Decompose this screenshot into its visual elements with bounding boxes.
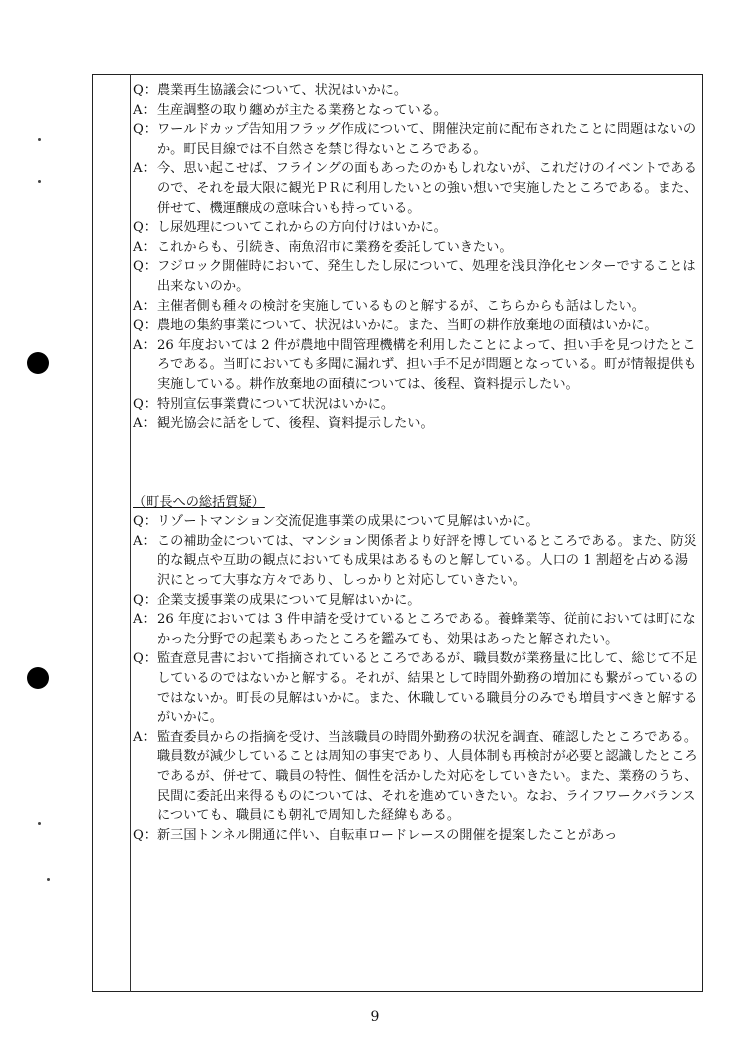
entry-text: この補助金については、マンション関係者より好評を博しているところである。また、防災的な観点や互助の観点においても成果はあるものと解している。人口の 1 割超を占める湯沢にとって大事な方々であり、しっかりと対応していきたい。: [157, 533, 697, 589]
entry-label: Q：: [133, 83, 157, 98]
entry-text: 監査意見書において指摘されているところであるが、職員数が業務量に比して、総じて不足しているのではないかと解する。それが、結果として時間外勤務の増加にも繋がっているのではないか。町長の見解はいかに。また、休職している職員分のみでも増員すべきと解するがいかに。: [157, 651, 698, 726]
entry-label: A：: [133, 337, 156, 353]
entry-label: A：: [133, 239, 156, 255]
entry-text: 企業支援事業の成果について見解はいかに。: [157, 592, 421, 608]
entry-label: Q：: [133, 220, 157, 236]
entry-label: Q：: [133, 592, 157, 608]
entry-text: 特別宣伝事業費について状況はいかに。: [157, 396, 395, 412]
punch-hole-bottom: [27, 667, 49, 689]
entry-label: Q：: [133, 396, 157, 412]
page-number: 9: [370, 1009, 380, 1025]
entry-text: リゾートマンション交流促進事業の成果について見解はいかに。: [157, 514, 539, 530]
entry-text: 農地の集約事業について、状況はいかに。また、当町の耕作放棄地の面積はいかに。: [157, 318, 658, 334]
entry-text: 新三国トンネル開通に伴い、自転車ロードレースの開催を提案したことがあっ: [157, 827, 618, 843]
question-entry: [133, 257, 698, 296]
answer-entry: [133, 101, 698, 121]
blank-space: [133, 434, 698, 493]
entry-label: A：: [133, 298, 156, 314]
scan-speck: [47, 878, 50, 881]
question-entry: [133, 81, 698, 101]
answer-entry: [133, 610, 698, 649]
column-divider: [130, 74, 131, 992]
entry-text: 26 年度においては 3 件申請を受けているところである。養蜂業等、従前においては町になかった分野での起業もあったところを鑑みても、効果はあったと解されたい。: [157, 612, 696, 647]
question-entry: [133, 512, 698, 532]
question-entry: [133, 649, 698, 727]
question-entry: [133, 395, 698, 415]
entry-text: 26 年度おいては 2 件が農地中間管理機構を利用したことによって、担い手を見つけたところである。当町においても多聞に漏れず、担い手不足が問題となっている。町が情報提供も実施している。耕作放棄地の面積については、後程、資料提示したい。: [157, 337, 697, 392]
answer-entry: [133, 414, 698, 434]
entry-text: 農業再生協議会について、状況はいかに。: [157, 83, 408, 98]
entry-label: Q：: [133, 827, 157, 843]
entry-text: 観光協会に話をして、後程、資料提示したい。: [157, 416, 434, 432]
entry-label: Q：: [133, 651, 157, 667]
scan-speck: [38, 822, 41, 825]
entry-label: A：: [133, 416, 156, 432]
answer-entry: [133, 728, 698, 826]
qa-section-department: [133, 81, 698, 434]
question-entry: [133, 591, 698, 611]
minutes-content: [133, 81, 698, 845]
entry-text: これからも、引続き、南魚沼市に業務を委託していきたい。: [157, 239, 513, 255]
scan-speck: [38, 138, 41, 141]
entry-text: 主催者側も種々の検討を実施しているものと解するが、こちらからも話はしたい。: [157, 298, 645, 314]
entry-label: Q：: [133, 122, 157, 138]
entry-text: し尿処理についてこれからの方向付けはいかに。: [157, 220, 447, 236]
answer-entry: [133, 532, 698, 591]
entry-text: 生産調整の取り纏めが主たる業務となっている。: [157, 102, 448, 118]
answer-entry: [133, 238, 698, 258]
question-entry: [133, 316, 698, 336]
entry-text: フジロック開催時において、発生したし尿について、処理を浅貝浄化センターですることは出来ないのか。: [157, 259, 696, 294]
qa-section-mayor: [133, 512, 698, 845]
entry-label: A：: [133, 533, 156, 549]
answer-entry: [133, 297, 698, 317]
punch-hole-top: [27, 352, 49, 374]
question-entry: [133, 120, 698, 159]
entry-label: A：: [133, 161, 156, 177]
entry-label: Q：: [133, 259, 157, 275]
entry-text: 監査委員からの指摘を受け、当該職員の時間外勤務の状況を調査、確認したところである。職員数が減少していることは周知の事実であり、人員体制も再検討が必要と認識したところであるが、併せて、職員の特性、個性を活かした対応をしていきたい。また、業務のうち、民間に委託出来得るものについては、それを進めていきたい。なお、ライフワークバランスについても、職員にも朝礼で周知した経緯もある。: [157, 729, 698, 824]
entry-label: Q：: [133, 514, 157, 530]
entry-text: 今、思い起こせば、フライングの面もあったのかもしれないが、これだけのイベントであるので、それを最大限に観光ＰＲに利用したいとの強い想いで実施したところである。また、併せて、機運醸成の意味合いも持っている。: [157, 161, 698, 216]
entry-label: A：: [133, 729, 156, 745]
section-heading: （町長への総括質疑）: [133, 494, 265, 510]
entry-label: A：: [133, 612, 156, 628]
entry-label: Q：: [133, 318, 157, 334]
entry-label: A：: [133, 102, 156, 118]
scan-speck: [38, 180, 41, 183]
question-entry: [133, 826, 698, 846]
answer-entry: [133, 336, 698, 395]
entry-text: ワールドカップ告知用フラッグ作成について、開催決定前に配布されたことに問題はないのか。町民目線では不自然さを禁じ得ないところである。: [157, 122, 697, 157]
answer-entry: [133, 159, 698, 218]
question-entry: [133, 218, 698, 238]
